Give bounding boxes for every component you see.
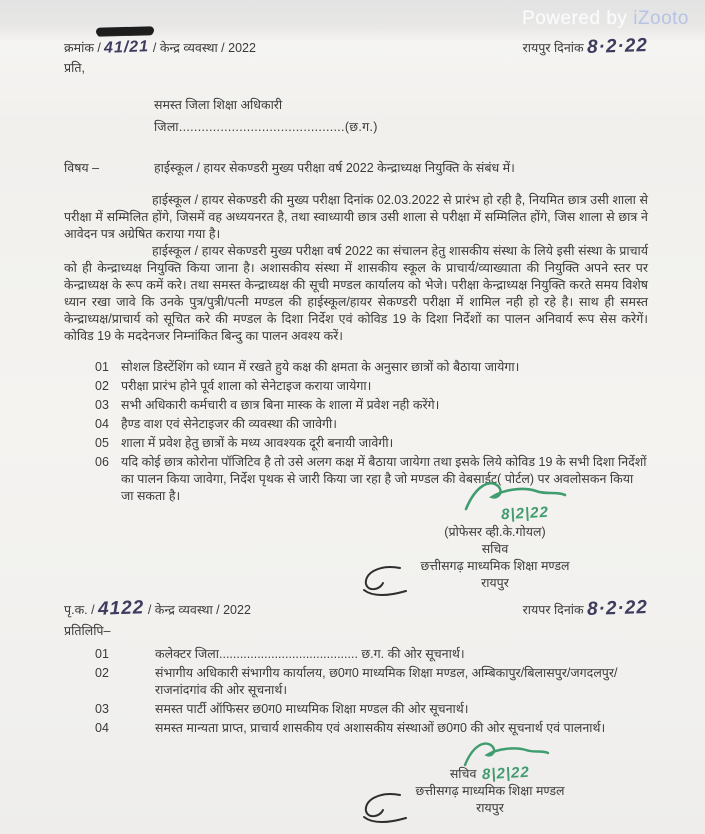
signatory-designation: सचिव <box>481 542 509 556</box>
point-text: यदि कोई छात्र कोरोना पॉजिटिव है तो उसे अलग कक्ष में बैठाया जायेगा तथा इसके लिये कोविड 19 के सभी दिशा निर्देशों का पालन किया जावेगा, निर्देश पृथक से जारी किया जा रहा है जो मण्डल की वेबसाईट( पोर्टल) पर अवलोसकन किया जा सकता है। <box>121 455 647 503</box>
point-number: 04 <box>95 417 109 431</box>
signature-block-2 <box>370 739 610 817</box>
subject-text: हाईस्कूल / हायर सेकण्डरी मुख्य परीक्षा वर्ष 2022 केन्द्राध्यक्ष नियुक्ति के संबंध में। <box>154 161 515 175</box>
copy-item <box>95 720 648 737</box>
endorsement-ref-suffix: / केन्द्र व्यवस्था / 2022 <box>147 603 251 617</box>
addressee-line1: समस्त जिला शिक्षा अधिकारी <box>154 98 283 112</box>
watermark <box>522 8 689 30</box>
point-text: शाला में प्रवेश हेतु छात्रों के मध्य आवश्यक दूरी बनायी जावेगी। <box>121 436 394 450</box>
endorsement-header-row <box>64 596 649 621</box>
subject-label: विषय – <box>64 161 100 175</box>
signature2-designation-row <box>370 765 610 783</box>
endorsement-place-date-line <box>522 596 649 621</box>
date-handwritten: 8·2·22 <box>586 34 649 59</box>
signatory-organization: छत्तीसगढ़ माध्यमिक शिक्षा मण्डल <box>420 559 570 573</box>
addressee-line2: जिला............................................(छ.ग.) <box>154 120 378 134</box>
reference-number-handwritten: 41/21 <box>104 38 150 57</box>
copy-text: समस्त पार्टी ऑफिसर छ0ग0 माध्यमिक शिक्षा मण्डल की ओर सूचनार्थ। <box>155 702 469 716</box>
signature-swoosh-black-icon <box>356 789 410 829</box>
signatory-place: रायपुर <box>481 576 509 590</box>
point-number: 01 <box>95 360 109 374</box>
point-text: सोशल डिस्टेंशिंग को ध्यान में रखते हुये कक्ष की क्षमता के अनुसार छात्रों को बैठाया जायेगा। <box>121 360 520 374</box>
to-label: प्रति, <box>64 61 85 75</box>
signature2-handwritten-date: 8|2|22 <box>481 763 531 784</box>
signature-swoosh-black-icon <box>356 562 410 602</box>
reference-line <box>64 39 256 57</box>
copy-item <box>95 665 648 699</box>
point-text: हैण्ड वाश एवं सेनेटाइजर की व्यवस्था की जावेगी। <box>121 417 338 431</box>
reference-prefix: क्रमांक / <box>64 41 101 55</box>
copy-number: 01 <box>95 647 109 661</box>
redaction-mark <box>96 26 154 36</box>
point-number: 05 <box>95 436 109 450</box>
copy-list <box>64 646 648 737</box>
signatory-designation: सचिव <box>449 767 477 781</box>
point-text: परीक्षा प्रारंभ होने पूर्व शाला को सेनेटाइज कराया जायेगा। <box>121 379 372 393</box>
place-date-line <box>522 34 649 59</box>
endorsement-ref-prefix: पृ.क. / <box>64 603 95 617</box>
copy-to-label: प्रतिलिपि– <box>64 624 111 638</box>
point-item <box>95 416 648 433</box>
endorsement-ref-number-handwritten: 4122 <box>97 597 145 620</box>
signature-block-1 <box>370 477 620 592</box>
signature1-handwritten-date: 8|2|22 <box>500 503 550 524</box>
signatory-place: रायपुर <box>476 801 504 815</box>
watermark-brand-text: iZooto <box>633 8 689 29</box>
copy-number: 03 <box>95 702 109 716</box>
body-paragraph-1: हाईस्कूल / हायर सेकण्डरी की मुख्य परीक्षा दिनांक 02.03.2022 से प्रारंभ हो रही है, नियमित छात्र उसी शाला से परीक्षा में सम्मिलित होंगे, जिसमें वह अध्ययनरत है, तथा स्वाध्यायी छात्र उसी शाला से परीक्षा में सम्मिलित होंगे, जिस शाला से छात्र ने आवेदन पत्र अग्रेषित कराया गया है। <box>64 193 648 241</box>
point-item <box>95 378 648 395</box>
copy-text: समस्त मान्यता प्राप्त, प्राचार्य शासकीय एवं अशासकीय संस्थाओं छ0ग0 की ओर सूचनार्थ एवं पालनार्थ। <box>155 721 606 735</box>
signatory-name: (प्रोफेसर व्ही.के.गोयल) <box>444 525 546 539</box>
subject-row <box>64 160 648 177</box>
addressee-block <box>154 97 648 136</box>
place-date-label: रायपुर दिनांक <box>522 41 584 55</box>
endorsement-reference-line <box>64 597 251 620</box>
copy-item <box>95 646 648 663</box>
copy-text: संभागीय अधिकारी संभागीय कार्यालय, छ0ग0 माध्यमिक शिक्षा मण्डल, अम्बिकापुर/बिलासपुर/जगदलपुर/राजनांदगांव की ओर सूचनार्थ। <box>155 666 618 697</box>
copy-number: 04 <box>95 721 109 735</box>
point-number: 06 <box>95 455 109 469</box>
copy-item <box>95 701 648 718</box>
watermark-powered-by-text: Powered by <box>522 8 628 29</box>
point-item <box>95 435 648 452</box>
point-number: 03 <box>95 398 109 412</box>
point-item <box>95 359 648 376</box>
letter-body <box>64 192 648 345</box>
reference-suffix: / केन्द्र व्यवस्था / 2022 <box>152 41 256 55</box>
body-paragraph-2: हाईस्कूल / हायर सेकण्डरी मुख्य परीक्षा वर्ष 2022 का संचालन हेतु शासकीय संस्था के लिये इसी संस्था के प्राचार्य को ही केन्द्राध्यक्ष नियुक्ति किया जाना है। अशासकीय संस्था में शासकीय स्कूल के प्राचार्य/व्याख्याता की नियुक्ति अपने स्तर पर केन्द्राध्यक्ष के रूप कमें करे। तथा समस्त केन्द्राध्यक्ष की सूची मण्डल कार्यालय को भेजे। परीक्षा केन्द्राध्यक्ष नियुक्ति करते समय विशेष ध्यान रखा जावे कि उनके पुत्र/पुत्री/पत्नी मण्डल की हाईस्कूल/हायर सेकण्डरी परीक्षा में शामिल नही हो रहे है। साथ ही समस्त केन्द्राध्यक्ष/प्राचार्य को सूचित करे की मण्डल के दिशा निर्देश एवं कोविड 19 के दिशा निर्देशों का पालन अनिवार्य रूप सेस करेगें। कोविड 19 के मददेनजर निम्नांकित बिन्दु का पालन अवश्य करें। <box>64 244 648 343</box>
endorsement-date-label: रायपर दिनांक <box>522 603 584 617</box>
point-text: सभी अधिकारी कर्मचारी व छात्र बिना मास्क के शाला में प्रवेश नही करेंगे। <box>121 398 440 412</box>
copy-number: 02 <box>95 666 109 680</box>
copy-text: कलेक्टर जिला........................................ छ.ग. की ओर सूचनार्थ। <box>155 647 465 661</box>
header-row <box>64 34 649 59</box>
point-item <box>95 397 648 414</box>
point-number: 02 <box>95 379 109 393</box>
endorsement-date-handwritten: 8·2·22 <box>586 596 649 621</box>
signatory-organization: छत्तीसगढ़ माध्यमिक शिक्षा मण्डल <box>415 784 565 798</box>
